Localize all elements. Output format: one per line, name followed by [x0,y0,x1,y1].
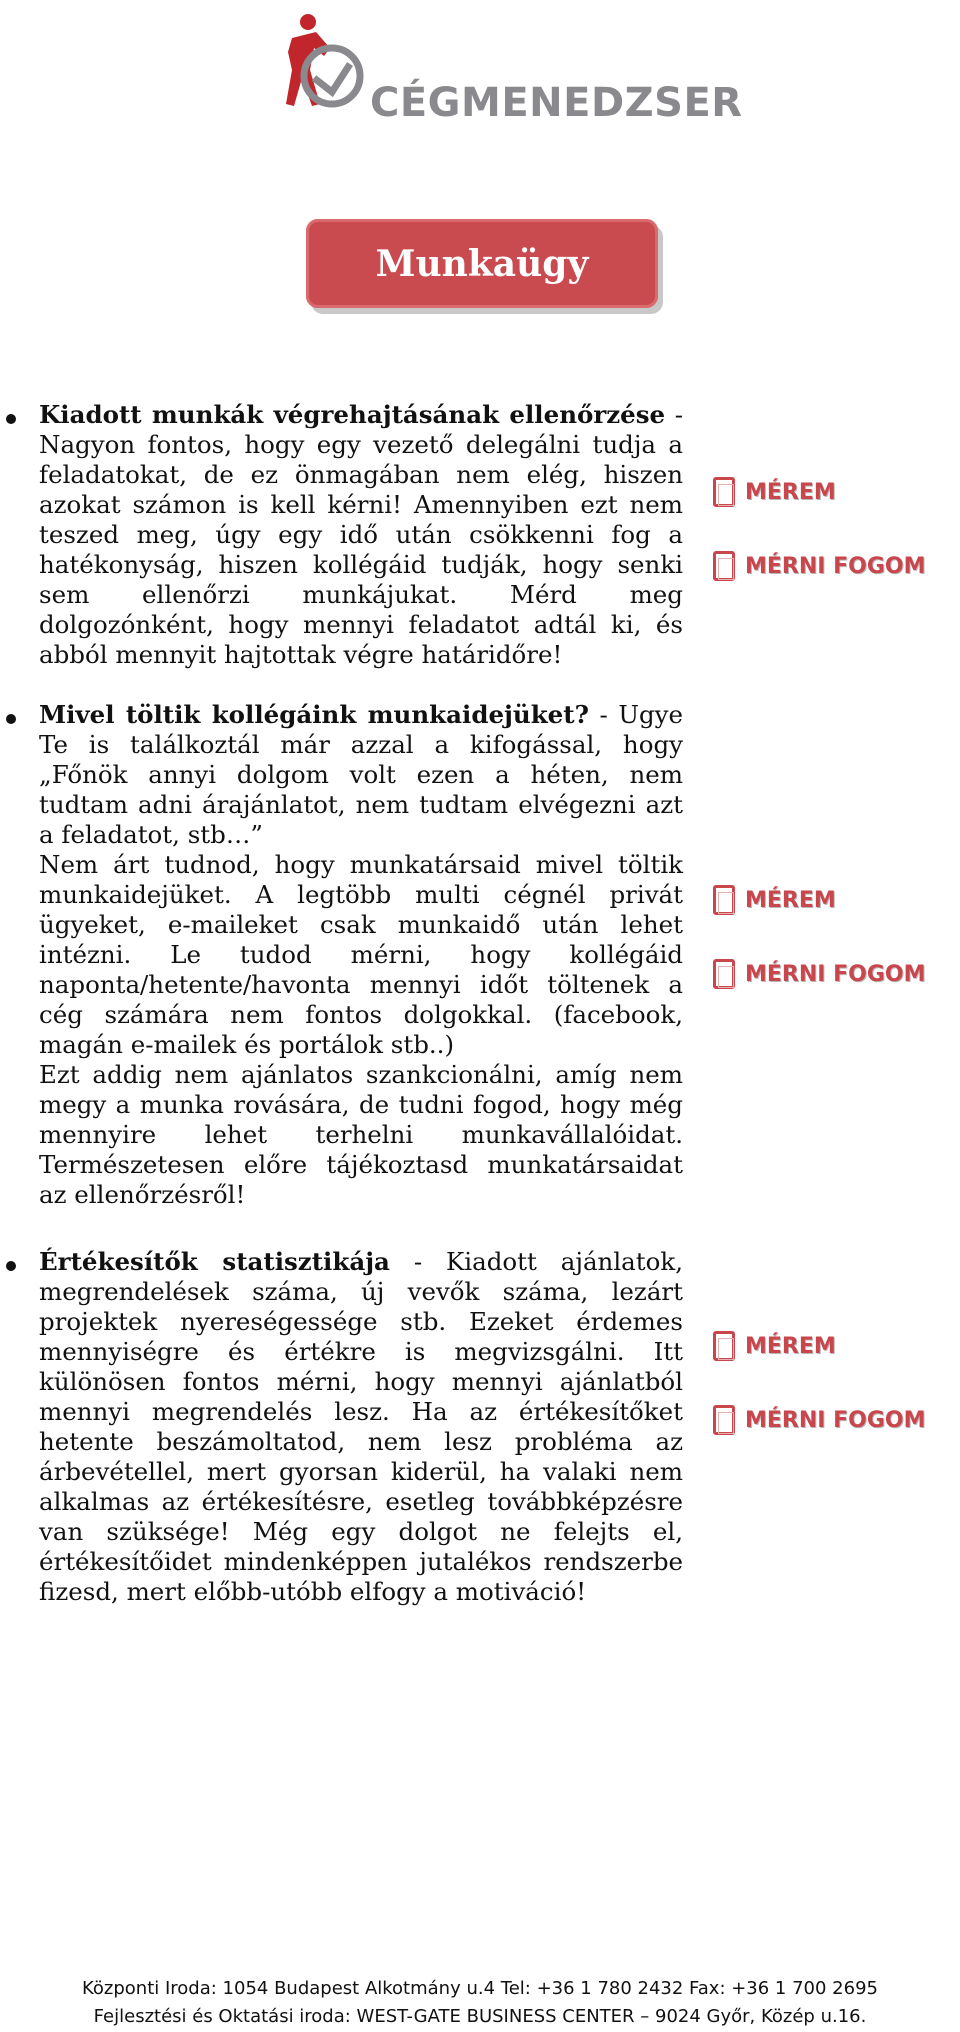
checkbox-will-measure[interactable] [713,1405,926,1435]
section-heading: Értékesítők statisztikája [39,1247,390,1276]
section-text: Nagyon fontos, hogy egy vezető delegálni tudja a feladatokat, de ez önmagában nem elég, hiszen azokat számon is kell kérni! Amennyiben ezt nem teszed meg, úgy egy idő után csökkenni fog a hatékonyság, hiszen kollégáid tudják, hogy senki sem ellenőrzi munkájukat. Mérd meg dolgozónként, hogy mennyi feladatot adtál ki, és abból mennyit hajtottak végre határidőre! [39,430,683,669]
checkbox-square-icon[interactable] [713,1331,735,1361]
checkbox-square-icon[interactable] [713,885,735,915]
section-paragraph: Kiadott munkák végrehajtásának ellenőrzése - Nagyon fontos, hogy egy vezető delegálni tudja a feladatokat, de ez önmagában nem elég, hiszen azokat számon is kell kérni! Amennyiben ezt nem teszed meg, úgy egy idő után csökkenni fog a hatékonyság, hiszen kollégáid tudják, hogy senki sem ellenőrzi munkájukat. Mérd meg dolgozónként, hogy mennyi feladatot adtál ki, és abból mennyit hajtottak végre határidőre! [39,400,683,669]
bullet-icon [6,714,16,724]
checkbox-label: MÉRNI FOGOM [745,553,926,579]
checkbox-label: MÉREM [745,479,836,505]
company-logo [250,8,743,133]
section-text: Ugye Te is találkoztál már azzal a kifogással, hogy „Főnök annyi dolgom volt ezen a héten, nem tudtam adni árajánlatot, nem tudtam elvégezni azt a feladatot, stb…” [39,700,683,849]
section-paragraph: Értékesítők statisztikája - Kiadott ajánlatok, megrendelések száma, új vevők száma, lezárt projektek nyereségessége stb. Ezeket érdemes mennyiségre és értékre is megvizsgálni. Itt különösen fontos mérni, hogy mennyi ajánlatból mennyi megrendelés lesz. Ha az értékesítőket hetente beszámoltatod, nem lesz probléma az árbevétellel, mert gyorsan kiderül, ha valaki nem alkalmas az értékesítésre, esetleg továbbképzésre van szüksége! Még egy dolgot ne felejts el, értékesítőidet mindenképpen jutalékos rendszerbe fizesd, mert előbb-utóbb elfogy a motiváció! [39,1247,683,1606]
section-heading: Mivel töltik kollégáink munkaidejüket? [39,700,589,729]
checkbox-square-icon[interactable] [713,959,735,989]
checkbox-measure[interactable] [713,885,836,915]
checkbox-will-measure[interactable] [713,551,926,581]
section-paragraph: Mivel töltik kollégáink munkaidejüket? - Ugye Te is találkoztál már azzal a kifogással, hogy „Főnök annyi dolgom volt ezen a héten, nem tudtam adni árajánlatot, nem tudtam elvégezni azt a feladatot, stb…” [39,700,683,849]
section-text: Kiadott ajánlatok, megrendelések száma, új vevők száma, lezárt projektek nyereségessége stb. Ezeket érdemes mennyiségre és értékre is megvizsgálni. Itt különösen fontos mérni, hogy mennyi ajánlatból mennyi megrendelés lesz. Ha az értékesítőket hetente beszámoltatod, nem lesz probléma az árbevétellel, mert gyorsan kiderül, ha valaki nem alkalmas az értékesítésre, esetleg továbbképzésre van szüksége! Még egy dolgot ne felejts el, értékesítőidet mindenképpen jutalékos rendszerbe fizesd, mert előbb-utóbb elfogy a motiváció! [39,1247,683,1606]
logo-figure-icon [250,8,380,128]
checkbox-measure[interactable] [713,1331,836,1361]
footer-line-2: Fejlesztési és Oktatási iroda: WEST-GATE BUSINESS CENTER – 9024 Győr, Közép u.16. [93,2006,867,2027]
checkbox-square-icon[interactable] [713,477,735,507]
bullet-icon [6,1261,16,1271]
section-paragraph-2: Nem árt tudnod, hogy munkatársaid mivel töltik munkaidejüket. A legtöbb multi cégnél privát ügyeket, e-maileket csak munkaidő után lehet intézni. Le tudod mérni, hogy kollégáid naponta/hetente/havonta mennyi időt töltenek a cég számára nem fontos dolgokkal. (facebook, magán e-mailek és portálok stb..) [39,850,683,1059]
logo-wordmark: CÉGMENEDZSER [370,80,743,126]
checkbox-measure[interactable] [713,477,836,507]
checkbox-label: MÉREM [745,887,836,913]
checkbox-square-icon[interactable] [713,1405,735,1435]
checkbox-label: MÉREM [745,1333,836,1359]
bullet-icon [6,414,16,424]
checkbox-label: MÉRNI FOGOM [745,961,926,987]
checkbox-label: MÉRNI FOGOM [745,1407,926,1433]
section-paragraph-3: Ezt addig nem ajánlatos szankcionálni, amíg nem megy a munka rovására, de tudni fogod, hogy még mennyire lehet terhelni munkavállalóidat. Természetesen előre tájékoztasd munkatársaidat az ellenőrzésről! [39,1060,683,1209]
footer-line-1: Központi Iroda: 1054 Budapest Alkotmány u.4 Tel: +36 1 780 2432 Fax: +36 1 700 2695 [81,1978,878,1999]
page-title: Munkaügy [306,219,658,308]
checkbox-square-icon[interactable] [713,551,735,581]
checkbox-will-measure[interactable] [713,959,926,989]
section-heading: Kiadott munkák végrehajtásának ellenőrzése [39,400,666,429]
